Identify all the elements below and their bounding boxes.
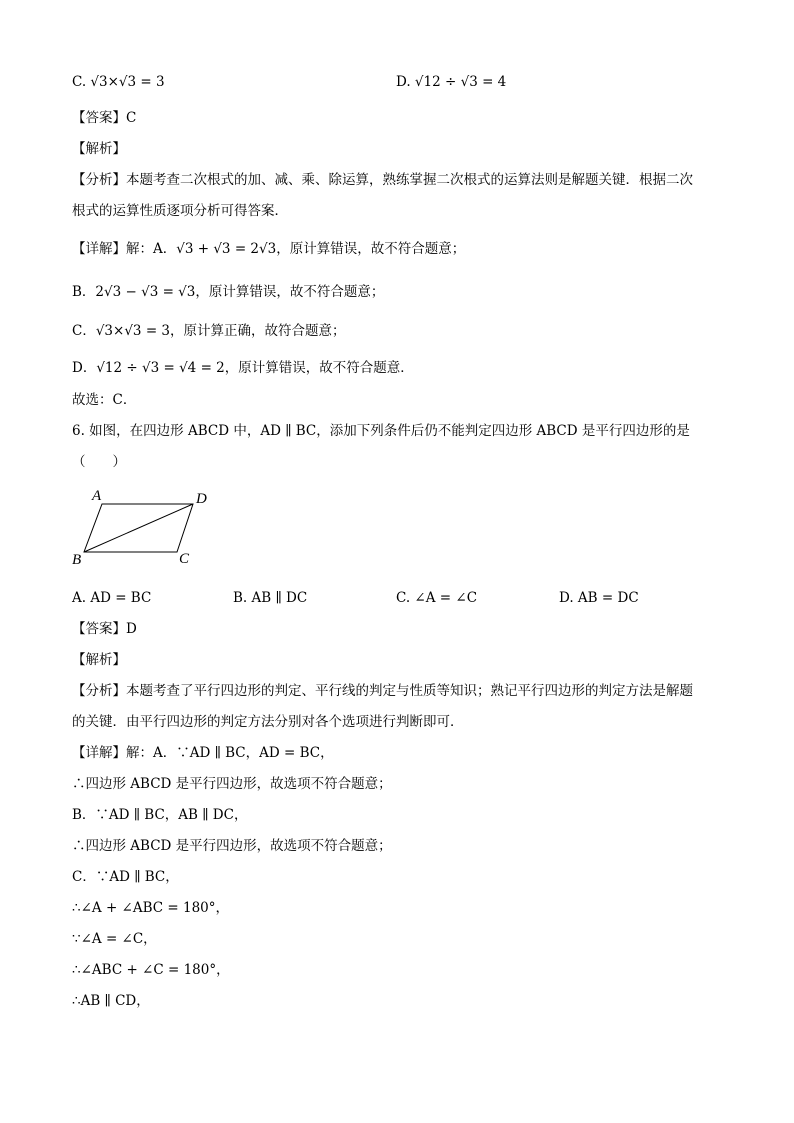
option-c: C. ∠A = ∠C <box>396 590 478 606</box>
option-c-line: C. √3×√3 = 3 <box>72 74 165 90</box>
answer-label-2: 【答案】D <box>72 621 137 637</box>
answer-label: 【答案】C <box>72 110 137 126</box>
detail-2-b: B．∵AD ∥ BC，AB ∥ DC， <box>72 807 248 823</box>
diagonal-bd <box>84 504 193 552</box>
option-d: D. AB = DC <box>559 590 639 606</box>
detail-2-a-conclusion: ∴四边形 ABCD 是平行四边形，故选项不符合题意； <box>72 776 392 792</box>
question-6-blank: （ ） <box>72 454 126 470</box>
vertex-a-label: A <box>92 488 102 504</box>
detail-d: D．√12 ÷ √3 = √4 = 2，原计算错误，故不符合题意． <box>72 360 414 376</box>
analysis-2-text-2: 的关键．由平行四边形的判定方法分别对各个选项进行判断即可． <box>72 714 464 730</box>
analysis-label: 【解析】 <box>72 141 126 157</box>
detail-2-a: 【详解】解：A．∵AD ∥ BC，AD = BC， <box>72 745 334 761</box>
detail-2-c-step2: ∵∠A = ∠C， <box>72 931 157 947</box>
parallelogram-figure <box>65 482 225 572</box>
option-d-line: D. √12 ÷ √3 = 4 <box>396 74 507 90</box>
analysis-2-text-1: 【分析】本题考查了平行四边形的判定、平行线的判定与性质等知识；熟记平行四边形的判定方法是解题 <box>72 683 693 699</box>
vertex-d-label: D <box>196 491 207 507</box>
detail-2-b-conclusion: ∴四边形 ABCD 是平行四边形，故选项不符合题意； <box>72 838 392 854</box>
detail-a: 【详解】解：A．√3 + √3 = 2√3，原计算错误，故不符合题意； <box>72 241 466 257</box>
choice-result: 故选：C． <box>72 392 137 408</box>
option-a: A. AD = BC <box>72 590 152 606</box>
option-b: B. AB ∥ DC <box>233 590 308 606</box>
analysis-text-2: 根式的运算性质逐项分析可得答案． <box>72 203 288 219</box>
detail-2-c-step1: ∴∠A + ∠ABC = 180°， <box>72 900 230 916</box>
detail-b: B．2√3 − √3 = √3，原计算错误，故不符合题意； <box>72 284 385 300</box>
detail-c: C．√3×√3 = 3，原计算正确，故符合题意； <box>72 323 346 339</box>
vertex-c-label: C <box>179 551 190 567</box>
vertex-b-label: B <box>72 552 82 568</box>
detail-2-c-step3: ∴∠ABC + ∠C = 180°， <box>72 962 230 978</box>
detail-2-c: C．∵AD ∥ BC， <box>72 869 179 885</box>
analysis-label-2: 【解析】 <box>72 652 126 668</box>
analysis-text-1: 【分析】本题考查二次根式的加、减、乘、除运算，熟练掌握二次根式的运算法则是解题关键．根据二次 <box>72 172 693 188</box>
detail-2-c-step4: ∴AB ∥ CD， <box>72 993 150 1009</box>
question-6: 6. 如图，在四边形 ABCD 中，AD ∥ BC，添加下列条件后仍不能判定四边形 ABCD 是平行四边形的是 <box>72 423 690 439</box>
